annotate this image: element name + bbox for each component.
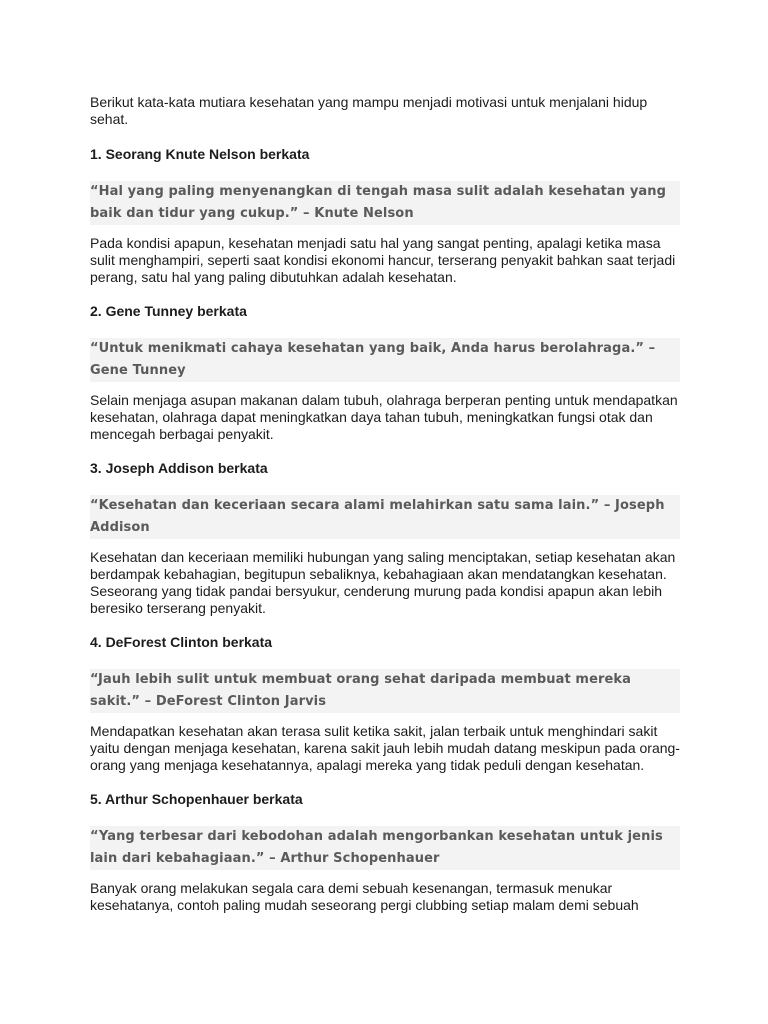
- section-heading: 1. Seorang Knute Nelson berkata: [90, 146, 310, 162]
- section-2: [90, 303, 680, 443]
- section-4: [90, 634, 680, 774]
- quote-block: “Yang terbesar dari kebodohan adalah mengorbankan kesehatan untuk jenis lain dari kebahagiaan.” – Arthur Schopenhauer: [90, 826, 680, 870]
- section-body: Kesehatan dan keceriaan memiliki hubungan yang saling menciptakan, setiap kesehatan akan berdampak kebahagian, begitupun sebaliknya, kebahagiaan akan mendatangkan kesehatan. Seseorang yang tidak pandai bersyukur, cenderung murung pada kondisi apapun akan lebih beresiko terserang penyakit.: [90, 549, 676, 616]
- quote-block: “Untuk menikmati cahaya kesehatan yang baik, Anda harus berolahraga.” – Gene Tunney: [90, 338, 680, 382]
- section-body: Selain menjaga asupan makanan dalam tubuh, olahraga berperan penting untuk mendapatkan kesehatan, olahraga dapat meningkatkan daya tahan tubuh, meningkatkan fungsi otak dan mencegah berbagai penyakit.: [90, 392, 678, 442]
- section-heading: 2. Gene Tunney berkata: [90, 303, 247, 319]
- section-heading: 4. DeForest Clinton berkata: [90, 634, 273, 650]
- section-1: [90, 146, 680, 286]
- section-body: Banyak orang melakukan segala cara demi sebuah kesenangan, termasuk menukar kesehatanya, contoh paling mudah seseorang pergi clubbing setiap malam demi sebuah: [90, 880, 639, 913]
- section-body: Pada kondisi apapun, kesehatan menjadi satu hal yang sangat penting, apalagi ketika masa sulit menghampiri, seperti saat kondisi ekonomi hancur, terserang penyakit bahkan saat terjadi perang, satu hal yang paling dibutuhkan adalah kesehatan.: [90, 235, 676, 285]
- section-heading: 5. Arthur Schopenhauer berkata: [90, 791, 303, 807]
- document-page: [90, 94, 680, 931]
- quote-block: “Hal yang paling menyenangkan di tengah masa sulit adalah kesehatan yang baik dan tidur yang cukup.” – Knute Nelson: [90, 181, 680, 225]
- quote-block: “Kesehatan dan keceriaan secara alami melahirkan satu sama lain.” – Joseph Addison: [90, 495, 680, 539]
- quote-block: “Jauh lebih sulit untuk membuat orang sehat daripada membuat mereka sakit.” – DeForest Clinton Jarvis: [90, 669, 680, 713]
- intro-paragraph: Berikut kata-kata mutiara kesehatan yang mampu menjadi motivasi untuk menjalani hidup sehat.: [90, 94, 648, 127]
- section-5: [90, 791, 680, 914]
- section-3: [90, 460, 680, 617]
- section-body: Mendapatkan kesehatan akan terasa sulit ketika sakit, jalan terbaik untuk menghindari sakit yaitu dengan menjaga kesehatan, karena sakit jauh lebih mudah datang meskipun pada orang-orang yang menjaga kesehatannya, apalagi mereka yang tidak peduli dengan kesehatan.: [90, 723, 680, 773]
- section-heading: 3. Joseph Addison berkata: [90, 460, 268, 476]
